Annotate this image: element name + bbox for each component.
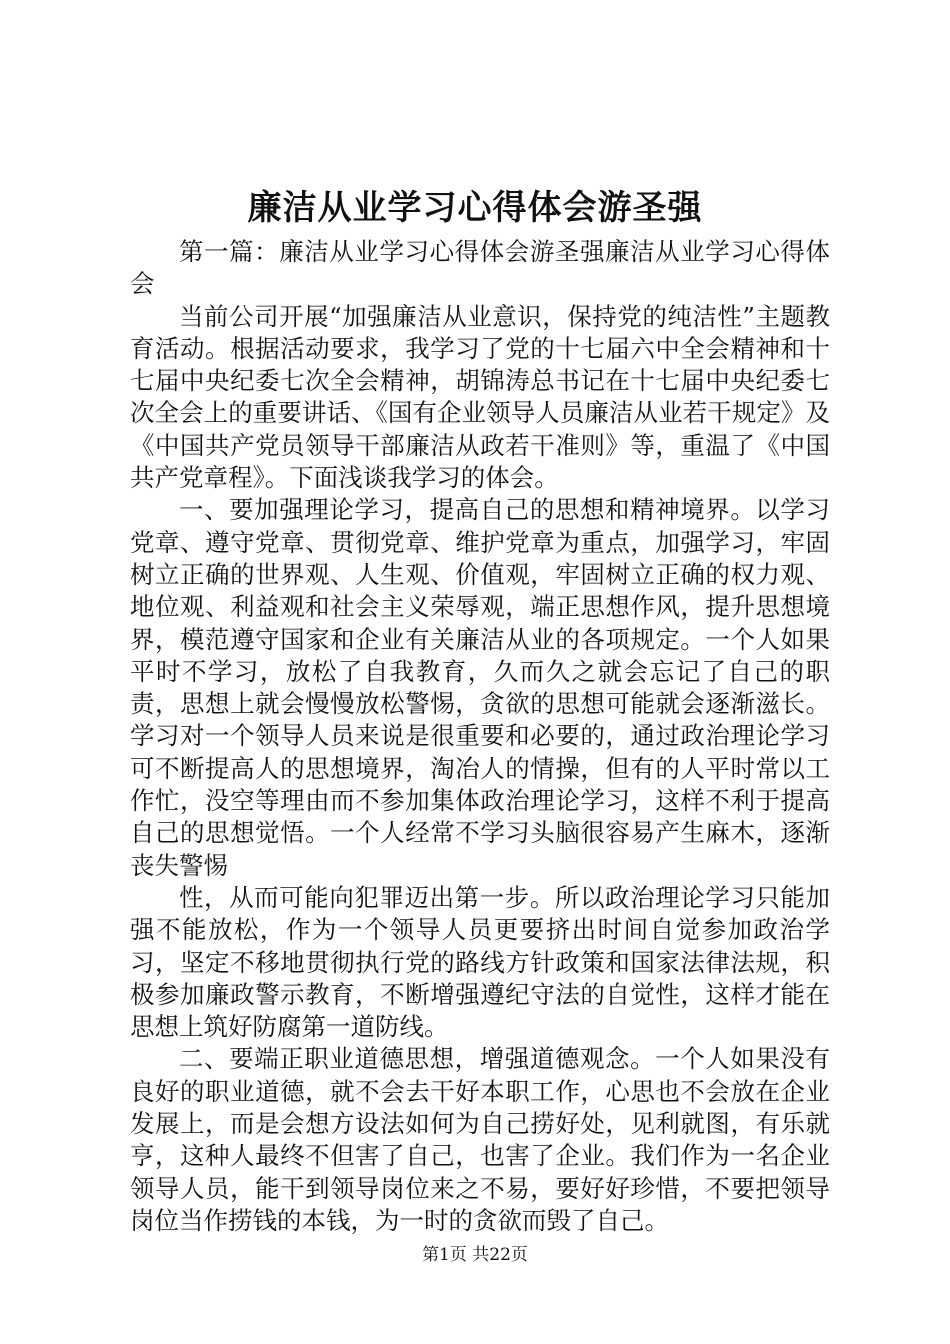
paragraph: 当前公司开展“加强廉洁从业意识，保持党的纯洁性”主题教育活动。根据活动要求，我学习了党的十七届六中全会精神和十七届中央纪委七次全会精神，胡锦涛总书记在十七届中央纪委七次全会上的重要讲话、《国有企业领导人员廉洁从业若干规定》及《中国共产党员领导干部廉洁从政若干准则》等，重温了《中国共产党章程》。下面浅谈我学习的体会。 [130,301,830,493]
paragraph: 二、要端正职业道德思想，增强道德观念。一个人如果没有良好的职业道德，就不会去干好本职工作，心思也不会放在企业发展上，而是会想方设法如何为自己捞好处，见利就图，有乐就亨，这种人最终不但害了自己，也害了企业。我们作为一名企业领导人员，能干到领导岗位来之不易，要好好珍惜，不要把领导岗位当作捞钱的本钱，为一时的贪欲而毁了自己。 [130,1044,830,1235]
paragraph: 一、要加强理论学习，提高自己的思想和精神境界。以学习党章、遵守党章、贯彻党章、维护党章为重点，加强学习，牢固树立正确的世界观、人生观、价值观，牢固树立正确的权力观、地位观、利益观和社会主义荣辱观，端正思想作风，提升思想境界，模范遵守国家和企业有关廉洁从业的各项规定。一个人如果平时不学习，放松了自我教育，久而久之就会忘记了自己的职责，思想上就会慢慢放松警惕，贪欲的思想可能就会逐渐滋长。学习对一个领导人员来说是很重要和必要的，通过政治理论学习可不断提高人的思想境界，淘冶人的情操，但有的人平时常以工作忙，没空等理由而不参加集体政治理论学习，这样不利于提高自己的思想觉悟。一个人经常不学习头脑很容易产生麻木，逐渐丧失警惕 [130,495,830,880]
paragraph: 性，从而可能向犯罪迈出第一步。所以政治理论学习只能加强不能放松，作为一个领导人员更要挤出时间自觉参加政治学习，坚定不移地贯彻执行党的路线方针政策和国家法律法规，积极参加廉政警示教育，不断增强遵纪守法的自觉性，这样才能在思想上筑好防腐第一道防线。 [130,882,830,1042]
paragraph: 第一篇：廉洁从业学习心得体会游圣强廉洁从业学习心得体会 [130,237,830,299]
document-title: 廉洁从业学习心得体会游圣强 [247,188,703,228]
page-footer: 第1页 共22页 [422,1245,528,1265]
document-body [130,236,830,1237]
